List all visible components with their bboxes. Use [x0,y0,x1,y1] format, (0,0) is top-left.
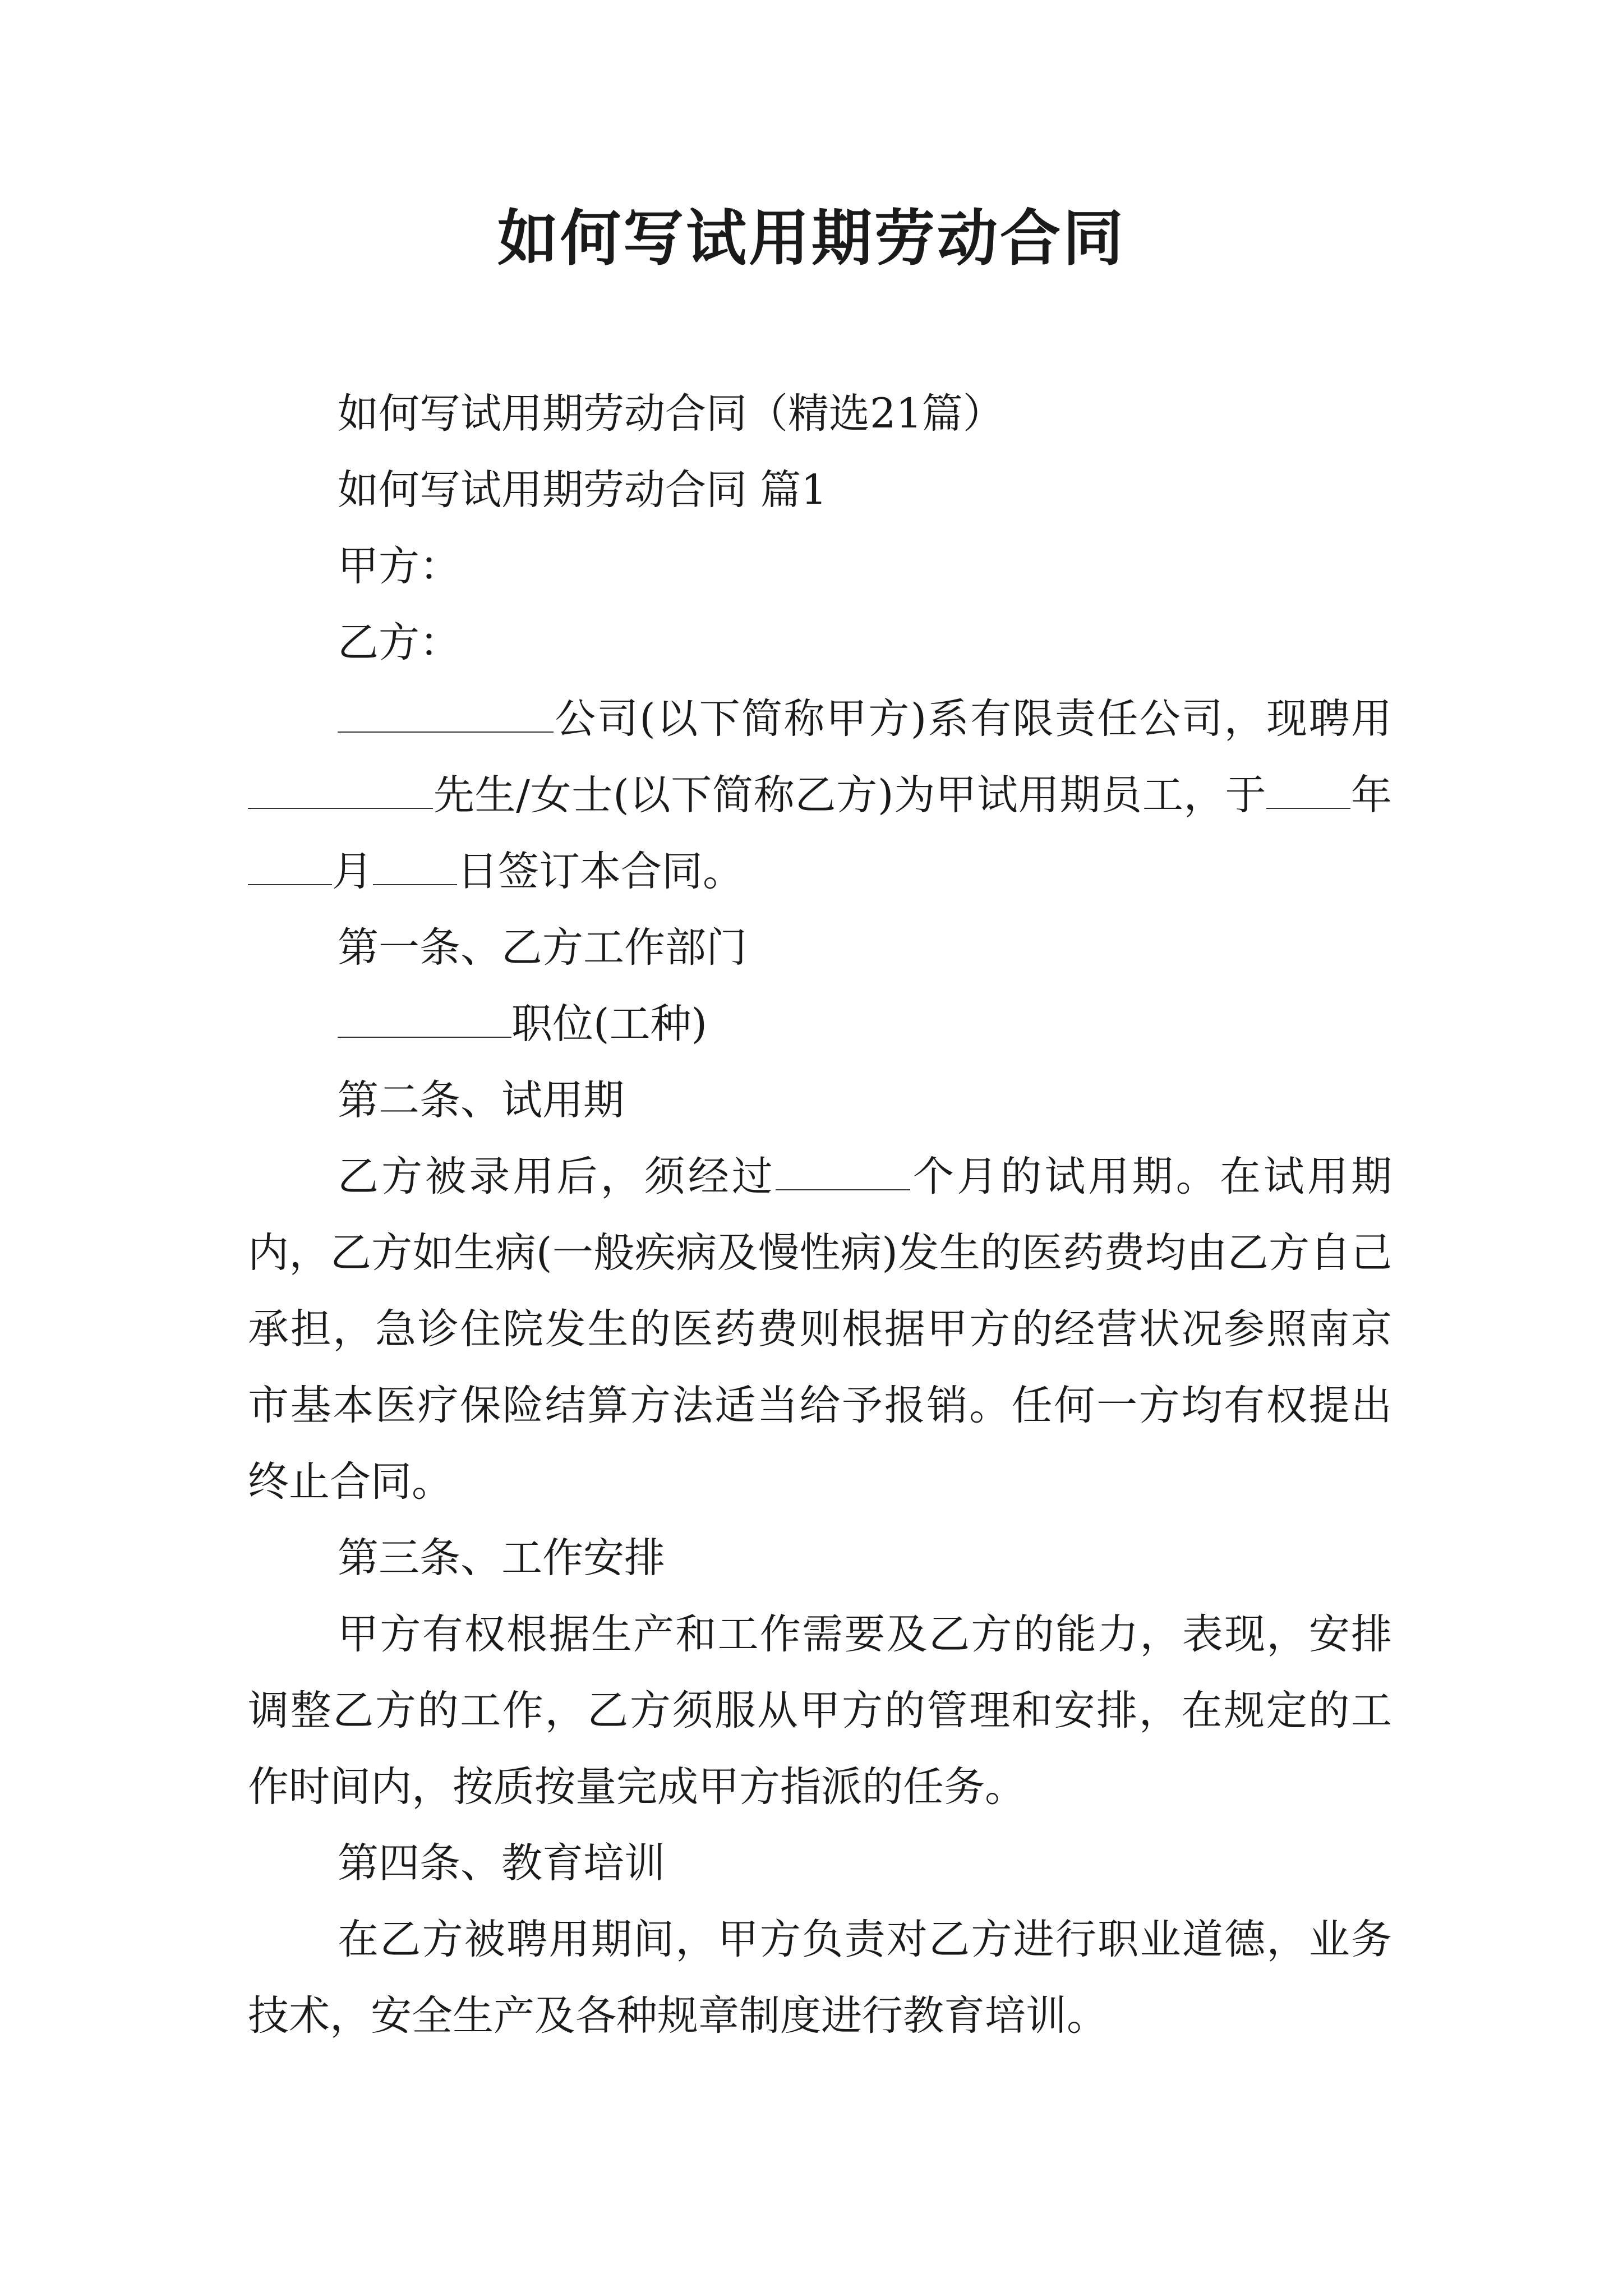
position-blank [338,991,511,1038]
probation-months-blank [776,1143,910,1190]
month-blank [248,838,332,885]
article2-text [248,1139,1392,1520]
section-heading: 如何写试用期劳动合同 篇1 [338,466,827,514]
employee-name-blank [248,762,433,809]
day-label: 日签订本合同。 [457,848,744,895]
article2-text-part1: 乙方被录用后，须经过 [338,1153,776,1200]
month-label: 月 [332,848,373,895]
article4-text: 在乙方被聘用期间，甲方负责对乙方进行职业道德，业务技术，安全生产及各种规章制度进行教育培训。 [248,1916,1392,2040]
intro-paragraph [248,681,1392,910]
company-name-blank [338,685,554,733]
article2-text-part2: 个月的试用期。在试用期内，乙方如生病(一般疾病及慢性病)发生的医药费均由乙方自己承担，急诊住院发生的医药费则根据甲方的经营状况参照南京市基本医疗保险结算方法适当给予报销。任何一方均有权提出终止合同。 [248,1153,1393,1506]
document-body [248,376,1392,2054]
article3-heading: 第三条、工作安排 [338,1534,665,1582]
document-title: 如何写试用期劳动合同 [497,203,1126,274]
year-blank [1266,762,1350,809]
article3-text: 甲方有权根据生产和工作需要及乙方的能力，表现，安排调整乙方的工作，乙方须服从甲方的管理和安排，在规定的工作时间内，按质按量完成甲方指派的任务。 [248,1611,1392,1811]
intro-text-part1: 公司(以下简称甲方)系有限责任公司，现聘用 [554,695,1392,743]
day-blank [373,838,457,885]
party-b-label: 乙方： [338,619,460,666]
article2-heading: 第二条、试用期 [338,1076,624,1124]
position-label: 职位(工种) [511,1000,707,1048]
year-label: 年 [1350,771,1393,819]
article1-heading: 第一条、乙方工作部门 [338,924,747,972]
document-subtitle: 如何写试用期劳动合同（精选21篇） [338,390,1004,438]
article4-heading: 第四条、教育培训 [338,1839,665,1887]
party-a-label: 甲方： [338,542,460,590]
intro-text-part2: 先生/女士(以下简称乙方)为甲试用期员工，于 [433,771,1267,819]
article1-position-line [248,986,1392,1062]
